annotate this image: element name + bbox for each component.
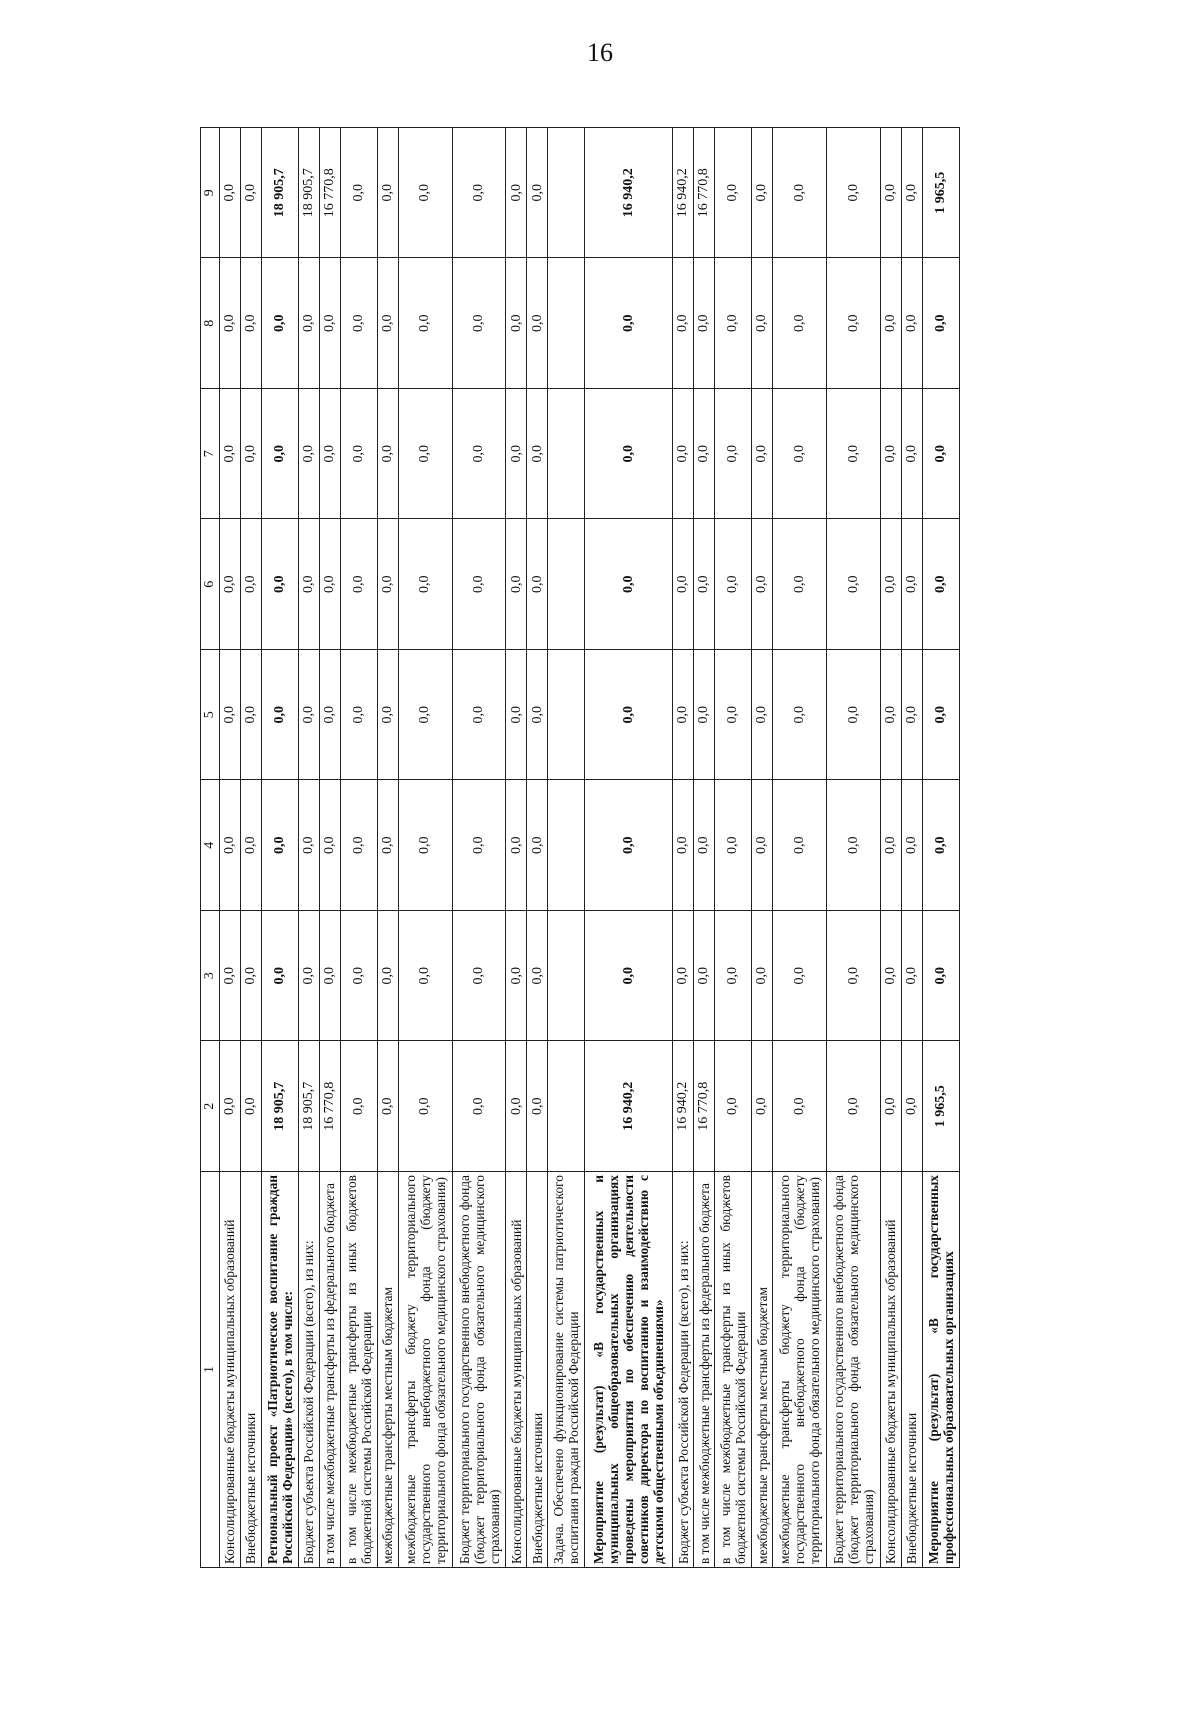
row-label: Внебюджетные источники [527, 1172, 548, 1568]
cell-value: 0,0 [826, 519, 880, 650]
cell-value: 0,0 [340, 128, 377, 259]
cell-value: 0,0 [922, 389, 959, 520]
table-row [527, 128, 548, 1568]
cell-value [548, 389, 585, 520]
cell-value: 0,0 [319, 650, 340, 781]
cell-value: 0,0 [398, 519, 452, 650]
table-row [585, 128, 673, 1568]
cell-value: 0,0 [298, 650, 319, 781]
row-label: Бюджет территориального государственного внебюджетного фонда (бюджет территориального фонда обязательного медицинского страхования) [826, 1172, 880, 1568]
cell-value: 0,0 [880, 128, 901, 259]
table-row [340, 128, 377, 1568]
cell-value: 0,0 [715, 128, 752, 259]
cell-value: 0,0 [901, 1041, 922, 1172]
row-label: межбюджетные трансферты бюджету территориального государственного внебюджетного фонда (бюджету территориального фонда обязательного медицинского страхования) [398, 1172, 452, 1568]
cell-value: 0,0 [452, 519, 506, 650]
cell-value: 0,0 [319, 389, 340, 520]
cell-value: 0,0 [377, 650, 398, 781]
cell-value: 16 940,2 [585, 1041, 673, 1172]
cell-value: 0,0 [826, 780, 880, 911]
cell-value: 0,0 [826, 1041, 880, 1172]
cell-value: 0,0 [694, 780, 715, 911]
table-row [240, 128, 261, 1568]
cell-value: 0,0 [398, 780, 452, 911]
cell-value: 0,0 [261, 780, 298, 911]
cell-value: 0,0 [527, 519, 548, 650]
cell-value: 0,0 [527, 1041, 548, 1172]
row-label: Бюджет субъекта Российской Федерации (всего), из них: [673, 1172, 694, 1568]
cell-value: 0,0 [452, 128, 506, 259]
cell-value: 0,0 [398, 911, 452, 1042]
cell-value: 0,0 [880, 1041, 901, 1172]
cell-value: 0,0 [527, 911, 548, 1042]
cell-value: 0,0 [240, 1041, 261, 1172]
cell-value: 0,0 [340, 519, 377, 650]
table-row [694, 128, 715, 1568]
cell-value: 0,0 [298, 780, 319, 911]
cell-value: 0,0 [773, 650, 827, 781]
row-label: Консолидированные бюджеты муниципальных образований [880, 1172, 901, 1568]
cell-value: 0,0 [240, 519, 261, 650]
cell-value: 0,0 [219, 128, 240, 259]
row-label: в том числе межбюджетные трансферты из федерального бюджета [319, 1172, 340, 1568]
cell-value: 0,0 [901, 650, 922, 781]
cell-value: 0,0 [240, 389, 261, 520]
cell-value: 0,0 [773, 128, 827, 259]
cell-value: 0,0 [340, 650, 377, 781]
cell-value: 0,0 [319, 519, 340, 650]
cell-value: 16 770,8 [694, 128, 715, 259]
cell-value: 0,0 [377, 1041, 398, 1172]
cell-value: 0,0 [377, 911, 398, 1042]
cell-value: 16 940,2 [585, 128, 673, 259]
cell-value: 0,0 [901, 780, 922, 911]
cell-value: 0,0 [715, 911, 752, 1042]
cell-value: 0,0 [377, 389, 398, 520]
row-label: Консолидированные бюджеты муниципальных образований [219, 1172, 240, 1568]
cell-value: 0,0 [715, 519, 752, 650]
cell-value: 0,0 [922, 258, 959, 389]
table-row [398, 128, 452, 1568]
row-label: Мероприятие (результат) «В государственных профессиональных образовательных организациях [922, 1172, 959, 1568]
column-header-6: 6 [201, 519, 220, 650]
cell-value: 0,0 [880, 258, 901, 389]
cell-value [548, 128, 585, 259]
cell-value: 0,0 [752, 519, 773, 650]
cell-value: 0,0 [880, 519, 901, 650]
cell-value: 16 770,8 [319, 1041, 340, 1172]
table-header-row [201, 128, 220, 1568]
cell-value: 0,0 [340, 389, 377, 520]
cell-value: 0,0 [240, 258, 261, 389]
column-header-8: 8 [201, 258, 220, 389]
cell-value: 0,0 [715, 258, 752, 389]
cell-value: 0,0 [922, 519, 959, 650]
cell-value: 0,0 [752, 911, 773, 1042]
cell-value: 1 965,5 [922, 1041, 959, 1172]
cell-value: 18 905,7 [261, 1041, 298, 1172]
cell-value: 0,0 [261, 258, 298, 389]
column-header-9: 9 [201, 128, 220, 259]
cell-value [548, 650, 585, 781]
cell-value: 0,0 [261, 389, 298, 520]
cell-value: 0,0 [298, 911, 319, 1042]
cell-value: 0,0 [694, 519, 715, 650]
cell-value: 0,0 [298, 519, 319, 650]
cell-value: 0,0 [585, 389, 673, 520]
cell-value: 0,0 [673, 258, 694, 389]
cell-value: 0,0 [880, 650, 901, 781]
cell-value [548, 911, 585, 1042]
cell-value: 18 905,7 [261, 128, 298, 259]
cell-value: 0,0 [752, 128, 773, 259]
cell-value: 0,0 [340, 911, 377, 1042]
cell-value: 0,0 [901, 389, 922, 520]
cell-value: 0,0 [585, 258, 673, 389]
cell-value: 0,0 [506, 519, 527, 650]
row-label: Мероприятие (результат) «В государственных и муниципальных общеобразовательных организациях проведены мероприятия по обеспечению деятельности советников директора по воспитанию и взаимодействию с детскими общественными объединениями» [585, 1172, 673, 1568]
cell-value: 0,0 [298, 258, 319, 389]
cell-value: 18 905,7 [298, 1041, 319, 1172]
cell-value: 0,0 [452, 258, 506, 389]
cell-value: 0,0 [506, 128, 527, 259]
cell-value: 0,0 [340, 258, 377, 389]
cell-value: 0,0 [240, 780, 261, 911]
row-label: Внебюджетные источники [901, 1172, 922, 1568]
cell-value: 0,0 [527, 780, 548, 911]
cell-value: 0,0 [715, 650, 752, 781]
column-header-2: 2 [201, 1041, 220, 1172]
cell-value: 0,0 [219, 519, 240, 650]
column-header-5: 5 [201, 650, 220, 781]
row-label: в том числе межбюджетные трансферты из иных бюджетов бюджетной системы Российской Федерации [715, 1172, 752, 1568]
rotated-table-container [200, 128, 960, 1568]
cell-value: 0,0 [240, 911, 261, 1042]
cell-value: 0,0 [901, 911, 922, 1042]
cell-value: 0,0 [506, 258, 527, 389]
cell-value: 0,0 [452, 911, 506, 1042]
cell-value: 16 940,2 [673, 1041, 694, 1172]
column-header-3: 3 [201, 911, 220, 1042]
cell-value: 0,0 [261, 650, 298, 781]
cell-value: 0,0 [506, 1041, 527, 1172]
row-label: Бюджет субъекта Российской Федерации (всего), из них: [298, 1172, 319, 1568]
cell-value: 0,0 [673, 519, 694, 650]
cell-value: 0,0 [377, 519, 398, 650]
cell-value: 0,0 [452, 389, 506, 520]
cell-value: 0,0 [506, 650, 527, 781]
cell-value: 0,0 [694, 389, 715, 520]
cell-value: 0,0 [773, 1041, 827, 1172]
cell-value: 0,0 [694, 911, 715, 1042]
cell-value: 18 905,7 [298, 128, 319, 259]
cell-value: 0,0 [922, 911, 959, 1042]
cell-value: 0,0 [298, 389, 319, 520]
cell-value: 0,0 [219, 780, 240, 911]
cell-value: 0,0 [826, 258, 880, 389]
cell-value: 0,0 [673, 780, 694, 911]
cell-value: 0,0 [922, 780, 959, 911]
cell-value: 0,0 [585, 911, 673, 1042]
cell-value: 0,0 [826, 911, 880, 1042]
table-row [880, 128, 901, 1568]
table-row [452, 128, 506, 1568]
table-row [673, 128, 694, 1568]
cell-value: 0,0 [452, 650, 506, 781]
cell-value: 0,0 [240, 650, 261, 781]
cell-value [548, 519, 585, 650]
cell-value [548, 1041, 585, 1172]
table-row [319, 128, 340, 1568]
table-row [715, 128, 752, 1568]
cell-value: 0,0 [219, 650, 240, 781]
cell-value: 0,0 [673, 389, 694, 520]
cell-value: 0,0 [773, 911, 827, 1042]
column-header-4: 4 [201, 780, 220, 911]
cell-value: 0,0 [219, 911, 240, 1042]
cell-value: 0,0 [377, 780, 398, 911]
cell-value: 16 770,8 [319, 128, 340, 259]
cell-value: 0,0 [694, 650, 715, 781]
cell-value: 0,0 [715, 389, 752, 520]
cell-value: 0,0 [673, 911, 694, 1042]
cell-value: 0,0 [901, 128, 922, 259]
cell-value: 0,0 [261, 519, 298, 650]
row-label: в том числе межбюджетные трансферты из иных бюджетов бюджетной системы Российской Федерации [340, 1172, 377, 1568]
cell-value: 0,0 [319, 911, 340, 1042]
table-row [261, 128, 298, 1568]
cell-value: 0,0 [880, 911, 901, 1042]
budget-table [200, 127, 960, 1568]
cell-value: 0,0 [673, 650, 694, 781]
table-row [219, 128, 240, 1568]
cell-value: 0,0 [585, 650, 673, 781]
cell-value: 0,0 [715, 1041, 752, 1172]
column-header-1: 1 [201, 1172, 220, 1568]
cell-value: 0,0 [901, 519, 922, 650]
cell-value: 0,0 [585, 780, 673, 911]
cell-value: 0,0 [773, 258, 827, 389]
cell-value: 0,0 [773, 519, 827, 650]
table-row [901, 128, 922, 1568]
cell-value: 0,0 [340, 780, 377, 911]
cell-value: 0,0 [452, 1041, 506, 1172]
row-label: в том числе межбюджетные трансферты из федерального бюджета [694, 1172, 715, 1568]
cell-value: 16 940,2 [673, 128, 694, 259]
cell-value: 0,0 [715, 780, 752, 911]
cell-value: 0,0 [901, 258, 922, 389]
cell-value: 0,0 [340, 1041, 377, 1172]
cell-value: 0,0 [219, 389, 240, 520]
row-label: Бюджет территориального государственного внебюджетного фонда (бюджет территориального фонда обязательного медицинского страхования) [452, 1172, 506, 1568]
cell-value [548, 780, 585, 911]
cell-value: 0,0 [773, 780, 827, 911]
cell-value: 0,0 [826, 128, 880, 259]
cell-value: 0,0 [527, 389, 548, 520]
cell-value: 0,0 [319, 258, 340, 389]
table-body [219, 128, 959, 1568]
row-label: Внебюджетные источники [240, 1172, 261, 1568]
cell-value: 0,0 [377, 258, 398, 389]
cell-value: 0,0 [398, 389, 452, 520]
table-row [773, 128, 827, 1568]
cell-value: 0,0 [527, 128, 548, 259]
cell-value: 0,0 [752, 258, 773, 389]
cell-value: 0,0 [752, 650, 773, 781]
cell-value: 0,0 [452, 780, 506, 911]
cell-value: 0,0 [826, 389, 880, 520]
cell-value: 0,0 [826, 650, 880, 781]
row-label: межбюджетные трансферты местным бюджетам [752, 1172, 773, 1568]
page-number: 16 [587, 38, 613, 67]
cell-value: 1 965,5 [922, 128, 959, 259]
table-row [506, 128, 527, 1568]
cell-value: 0,0 [240, 128, 261, 259]
cell-value: 0,0 [880, 389, 901, 520]
table-row [377, 128, 398, 1568]
cell-value: 0,0 [261, 911, 298, 1042]
cell-value: 0,0 [219, 258, 240, 389]
cell-value: 0,0 [506, 389, 527, 520]
cell-value: 0,0 [398, 1041, 452, 1172]
table-row [922, 128, 959, 1568]
cell-value: 0,0 [319, 780, 340, 911]
cell-value: 0,0 [585, 519, 673, 650]
table-row [752, 128, 773, 1568]
row-label: Консолидированные бюджеты муниципальных образований [506, 1172, 527, 1568]
table-row [548, 128, 585, 1568]
cell-value: 16 770,8 [694, 1041, 715, 1172]
cell-value: 0,0 [506, 780, 527, 911]
table-row [298, 128, 319, 1568]
cell-value: 0,0 [880, 780, 901, 911]
cell-value [548, 258, 585, 389]
cell-value: 0,0 [752, 389, 773, 520]
cell-value: 0,0 [398, 128, 452, 259]
cell-value: 0,0 [694, 258, 715, 389]
cell-value: 0,0 [773, 389, 827, 520]
row-label: межбюджетные трансферты бюджету территориального государственного внебюджетного фонда (бюджету территориального фонда обязательного медицинского страхования) [773, 1172, 827, 1568]
cell-value: 0,0 [752, 780, 773, 911]
cell-value: 0,0 [527, 650, 548, 781]
cell-value: 0,0 [398, 650, 452, 781]
row-label: Региональный проект «Патриотическое воспитание граждан Российской Федерации» (всего), в том числе: [261, 1172, 298, 1568]
column-header-7: 7 [201, 389, 220, 520]
cell-value: 0,0 [752, 1041, 773, 1172]
cell-value: 0,0 [219, 1041, 240, 1172]
cell-value: 0,0 [527, 258, 548, 389]
cell-value: 0,0 [398, 258, 452, 389]
row-label: межбюджетные трансферты местным бюджетам [377, 1172, 398, 1568]
cell-value: 0,0 [506, 911, 527, 1042]
table-row [826, 128, 880, 1568]
cell-value: 0,0 [377, 128, 398, 259]
cell-value: 0,0 [922, 650, 959, 781]
row-label: Задача. Обеспечено функционирование системы патриотического воспитания граждан Российской Федерации [548, 1172, 585, 1568]
